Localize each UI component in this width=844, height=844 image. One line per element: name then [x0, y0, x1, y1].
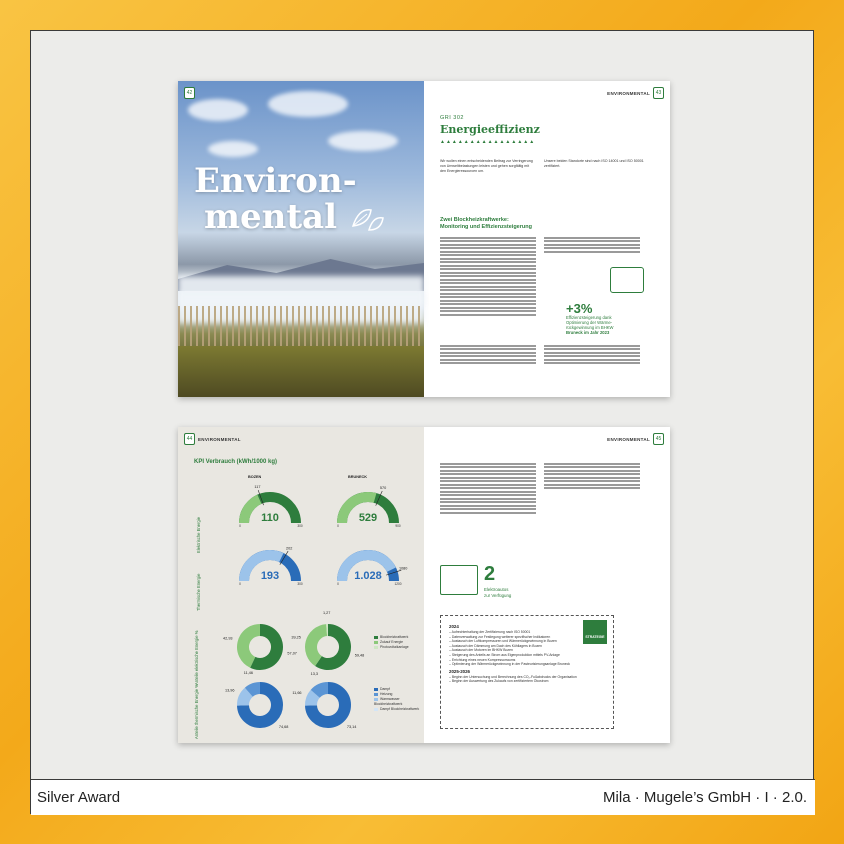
subheading-line1: Zwei Blockheizkraftwerke: [440, 217, 509, 223]
cloud [328, 131, 398, 151]
text-page [424, 81, 670, 397]
heat-recovery-icon [610, 267, 644, 293]
section-title-line2: mental [194, 199, 385, 235]
legend-item: Heizung [374, 692, 420, 697]
donut-value-label: 11,46 [243, 671, 254, 676]
gauge-max-label: 1200 [394, 582, 402, 586]
efficiency-stat-text: Effizienzsteigerung dank Optimierung der Wärme- rückgewinnung im BHKW Bruneck im Jahr 2023 [566, 315, 614, 335]
donut-value-label: 57,07 [287, 651, 297, 656]
body-column-2 [544, 461, 640, 491]
photo-page [178, 81, 424, 397]
donut-value-label: 73,14 [346, 725, 357, 730]
gauge-marker-label: 1080 [398, 566, 408, 571]
gauge-value-label: 1.028 [354, 570, 382, 582]
donut-slice [311, 694, 315, 706]
gauge-max-label: 300 [297, 524, 303, 528]
section-title [194, 163, 385, 235]
donut-value-label: 1,27 [322, 611, 331, 616]
footer-bar [31, 779, 815, 815]
legend-item: Warmwasser Blockheizkraftwerk [374, 697, 403, 706]
spread-energy-kpi [178, 427, 670, 743]
gauge-value-label: 193 [260, 570, 280, 582]
body-column-1 [440, 461, 536, 515]
subheading-line2: Monitoring und Effizienzsteigerung [440, 224, 532, 230]
row-label-share-therm: Anteile thermische Energie % [194, 684, 199, 739]
ev-count: 2 [484, 563, 496, 585]
ev-text: Elektroautos zur Verfügung [484, 587, 512, 598]
strategy-item: – Steigerung des Anteils an Strom aus Eigenproduktion mittels PV-Anlage [449, 652, 560, 657]
gauge-min-label: 0 [239, 582, 241, 586]
leaf-icon [349, 204, 385, 234]
legend-therm [374, 687, 420, 712]
strategy-list-2025 [449, 675, 605, 684]
intro-column-1 [440, 159, 536, 174]
award-label: Silver Award [37, 789, 121, 806]
kpi-title: KPI Verbrauch (kWh/1000 kg) [194, 459, 278, 465]
strategy-year: 2025-2026 [449, 668, 470, 674]
donut-value-label: 39,25 [291, 635, 301, 640]
page-number: 45 [653, 433, 664, 445]
legend-item: Zukauf Energie [374, 640, 409, 645]
triangle-divider: ▲▲▲▲▲▲▲▲▲▲▲▲▲▲▲▲ [440, 139, 536, 145]
body-column-3 [440, 343, 536, 366]
donut-value-label: 11,66 [292, 690, 302, 695]
strategy-badge: STRATEGIE [583, 620, 607, 644]
gauge-min-label: 0 [337, 524, 339, 528]
body-column-4 [544, 343, 640, 366]
strategy-item: – Optimierung der Wärmerückgewinnung in der Pasteurisierungsanlage Bruneck [449, 662, 570, 667]
running-head: ENVIRONMENTAL [607, 91, 650, 96]
strategy-list-2024 [449, 630, 605, 667]
gauge-min-label: 0 [239, 524, 241, 528]
legend-item: Blockheizkraftwerk [374, 635, 409, 640]
strategy-item: – Aufrechterhaltung der Zertifizierung nach ISO 50001 [449, 630, 531, 634]
strategy-year: 2024 [449, 624, 459, 629]
subheading [440, 217, 532, 231]
intro-text-1: Wir wollen einen entscheidenden Beitrag zur Verringerung von Umweltbelastungen leisten und gehen sorgfältig mit den Energieressourcen um. [440, 159, 533, 173]
legend-item: Dampf Blockheizkraftwerk [374, 707, 420, 712]
donut-slice [311, 630, 327, 661]
donut-slice [243, 692, 249, 705]
strategy-item: – Datenverwaltung zur Festlegung weiterer spezifischer Indikatoren [449, 634, 551, 639]
donut-value-label: 13,3 [310, 671, 319, 676]
ev-charger-icon [440, 565, 478, 595]
gauge-marker-label: 570 [379, 486, 387, 491]
strategy-item: – Austausch der Luftkompressoren und Wärmerückgewinnung in Bozen [449, 639, 557, 644]
strategy-item: – Beginn der Untersuchung und Berechnung des CO₂-Fußabdrucks der Organisation [449, 674, 577, 679]
page-heading: Energieeffizienz [440, 123, 540, 136]
gauge-marker-label: 117 [254, 485, 261, 490]
running-head: ENVIRONMENTAL [607, 437, 650, 442]
gauge-value-label: 529 [358, 512, 378, 524]
donut-value-label: 59,48 [354, 653, 365, 658]
section-title-line1: Environ- [194, 161, 357, 201]
col-label-bozen: BOZEN [248, 475, 262, 479]
strategy-box [440, 615, 614, 729]
gauge-value-arc [244, 499, 259, 523]
gri-kicker: GRI 302 [440, 115, 464, 121]
legend-item: Photovoltaikanlage [374, 645, 409, 650]
donut-slice [315, 688, 328, 694]
efficiency-stat: +3% [566, 301, 593, 316]
award-panel [30, 30, 814, 814]
donut-slice [243, 630, 260, 662]
row-label-elec: Elektrische Energie [196, 516, 201, 553]
row-label-share-elec: Anteile elektrische Energie % [194, 630, 199, 685]
gauge-marker-label: 202 [285, 546, 293, 551]
gauge-min-label: 0 [337, 582, 339, 586]
donut-value-label: 42,93 [223, 636, 233, 641]
cloud [268, 91, 348, 117]
strategy-item: – Beginn der Auswertung des Zukaufs von zertifiziertem Ökostrom [449, 679, 549, 684]
strategy-item: – Errichtung eines neuen Kompressorraums [449, 657, 516, 662]
kpi-page [178, 427, 424, 743]
entrant-label: Mila · Mugele’s GmbH · I · 2.0. [603, 789, 807, 806]
col-label-bruneck: BRUNECK [348, 475, 367, 479]
legend-elec [374, 635, 409, 650]
gauge-max-label: 900 [395, 524, 401, 528]
grass [178, 346, 424, 397]
body-column-2 [544, 235, 640, 254]
page-number: 43 [653, 87, 664, 99]
page-number: 42 [184, 87, 195, 99]
legend-item: Dampf [374, 687, 420, 692]
donut-slice [249, 688, 260, 692]
strategy-page [424, 427, 670, 743]
gauge-max-label: 300 [297, 582, 303, 586]
body-column-1 [440, 235, 536, 317]
spread-environmental-intro [178, 81, 670, 397]
strategy-item: – Austausch der Dämmung am Dach des Kühllagers in Bozen [449, 643, 542, 648]
intro-column-2 [544, 159, 644, 169]
gauge-value-label: 110 [261, 512, 279, 524]
row-label-therm: Thermische Energie [196, 573, 201, 611]
cloud [208, 141, 258, 157]
cloud [188, 99, 248, 121]
intro-text-2: Unsere beiden Standorte sind nach ISO 14001 und ISO 50001 zertifiziert. [544, 159, 644, 168]
page-number: 44 [184, 433, 195, 445]
donut-value-label: 74,68 [278, 725, 289, 730]
running-head: ENVIRONMENTAL [198, 437, 241, 442]
strategy-item: – Austausch der Motoren im BHKW Bozen [449, 648, 513, 653]
donut-value-label: 13,96 [225, 688, 235, 693]
